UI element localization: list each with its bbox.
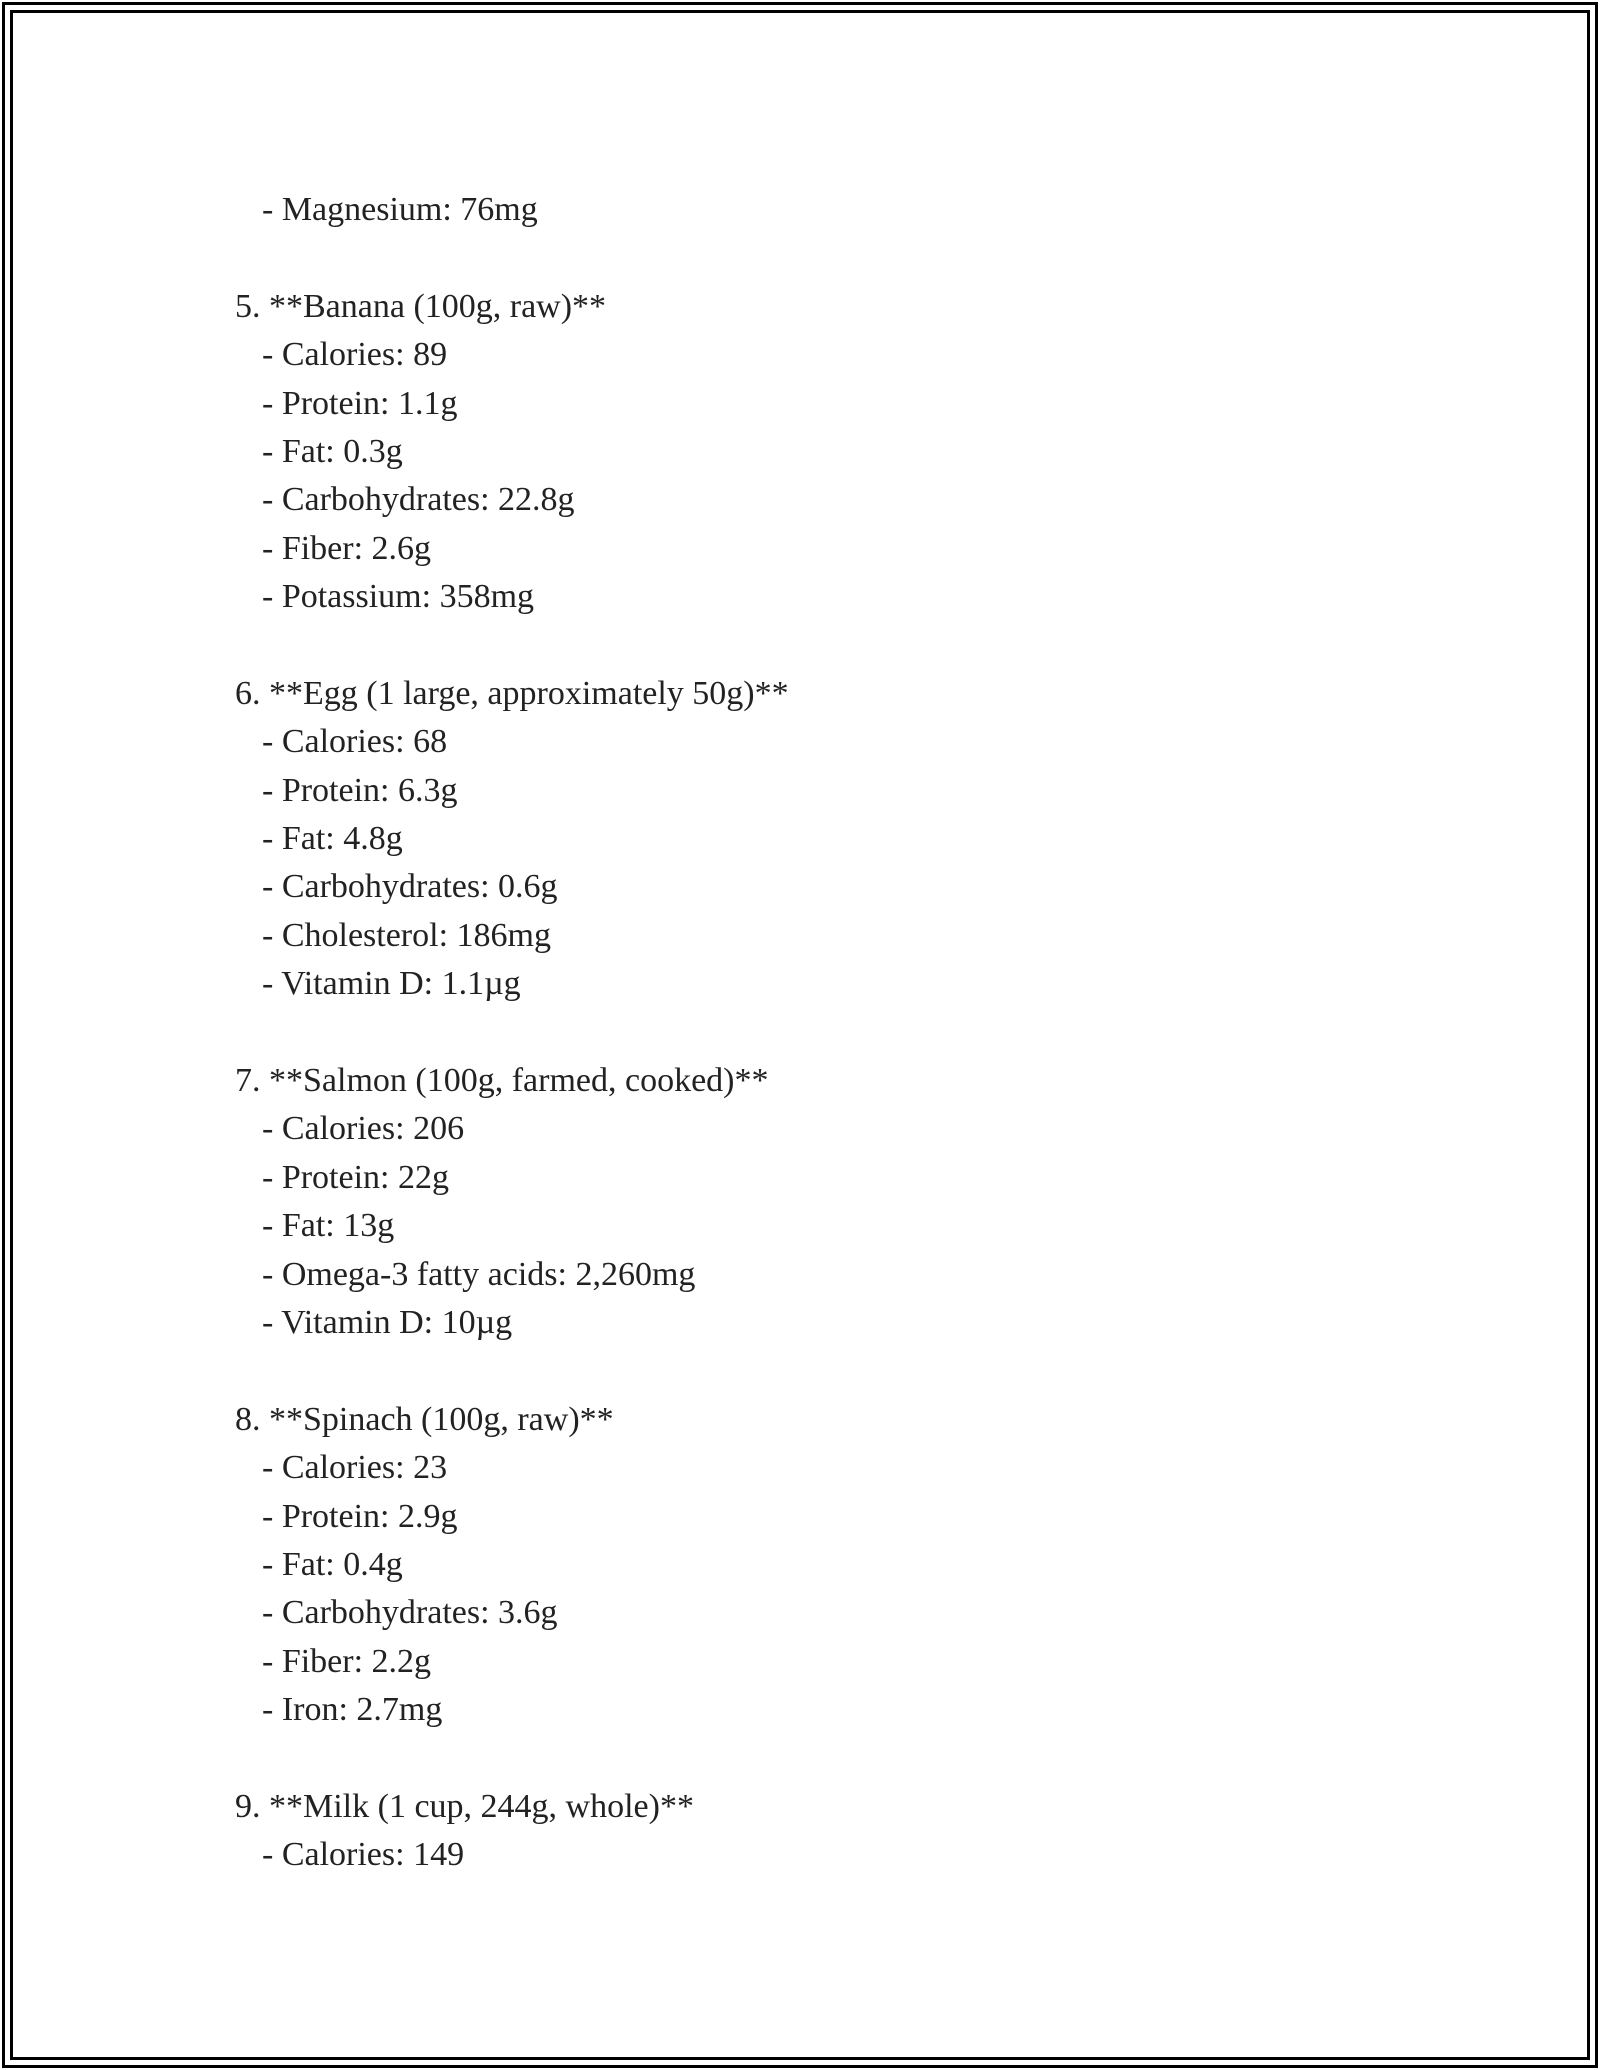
food-item-heading: 6. **Egg (1 large, approximately 50g)** (235, 674, 789, 712)
nutrient-line: - Calories: 68 (262, 723, 448, 761)
food-item-heading: 8. **Spinach (100g, raw)** (235, 1400, 614, 1438)
blank-line (235, 622, 1435, 670)
nutrient-line: - Protein: 6.3g (262, 771, 458, 809)
nutrient-line: - Fat: 0.4g (262, 1545, 403, 1583)
nutrient-line: - Fat: 13g (262, 1207, 395, 1245)
nutrient-line: - Fat: 4.8g (262, 820, 403, 858)
nutrient-line: - Iron: 2.7mg (262, 1691, 443, 1729)
nutrient-line: - Fiber: 2.2g (262, 1642, 432, 1680)
nutrient-line: - Protein: 2.9g (262, 1497, 458, 1535)
nutrient-line: - Omega-3 fatty acids: 2,260mg (262, 1255, 696, 1293)
nutrient-line: - Magnesium: 76mg (262, 191, 538, 228)
nutrient-line: - Fat: 0.3g (262, 432, 403, 470)
nutrient-line: - Calories: 149 (262, 1836, 465, 1874)
blank-line (235, 1009, 1435, 1057)
nutrient-line: - Protein: 1.1g (262, 384, 458, 422)
nutrient-line: - Vitamin D: 10µg (262, 1303, 513, 1341)
nutrient-line: - Calories: 89 (262, 336, 448, 374)
nutrient-line: - Fiber: 2.6g (262, 529, 432, 567)
nutrient-line: - Calories: 206 (262, 1110, 465, 1148)
food-item-heading: 5. **Banana (100g, raw)** (235, 287, 607, 325)
nutrient-line: - Carbohydrates: 3.6g (262, 1594, 558, 1632)
nutrient-line: - Calories: 23 (262, 1449, 448, 1487)
nutrient-line: - Carbohydrates: 22.8g (262, 481, 575, 519)
blank-line (235, 1735, 1435, 1783)
food-item-heading: 7. **Salmon (100g, farmed, cooked)** (235, 1062, 769, 1100)
blank-line (235, 234, 1435, 282)
nutrient-line: - Cholesterol: 186mg (262, 916, 551, 954)
nutrient-line: - Carbohydrates: 0.6g (262, 868, 558, 906)
document-body (235, 186, 1435, 1880)
nutrient-line: - Potassium: 358mg (262, 578, 535, 616)
nutrient-line: - Vitamin D: 1.1µg (262, 965, 521, 1003)
food-item-heading: 9. **Milk (1 cup, 244g, whole)** (235, 1787, 694, 1825)
nutrient-line: - Protein: 22g (262, 1158, 449, 1196)
blank-line (235, 1347, 1435, 1395)
